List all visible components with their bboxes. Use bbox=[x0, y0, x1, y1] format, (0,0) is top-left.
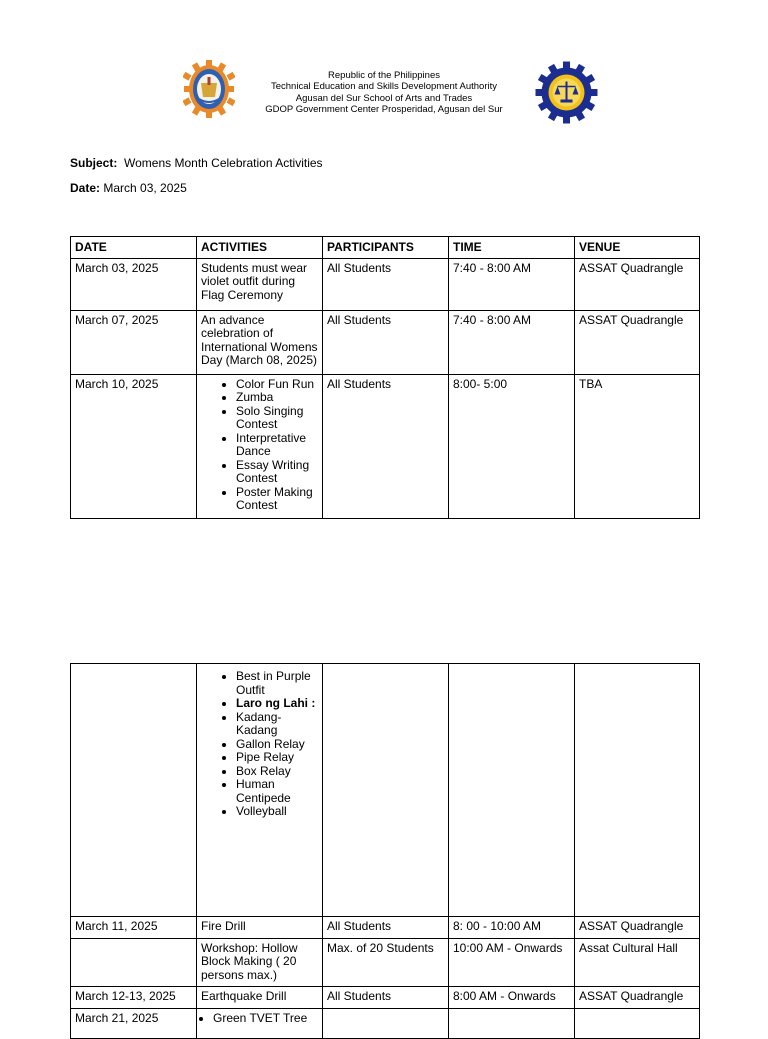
cell-venue: ASSAT Quadrangle bbox=[575, 987, 700, 1009]
letterhead-line-country: Republic of the Philippines bbox=[328, 70, 440, 81]
date-label: Date: bbox=[70, 181, 101, 195]
list-item: • Laro ng Lahi : bbox=[236, 697, 318, 711]
cell-date: March 07, 2025 bbox=[71, 310, 197, 374]
date-line bbox=[70, 181, 187, 195]
list-item: • Human Centipede bbox=[236, 778, 318, 805]
list-item: • Green TVET Tree bbox=[213, 1012, 318, 1026]
schedule-table-page1 bbox=[70, 236, 700, 519]
list-item: • Solo Singing Contest bbox=[236, 405, 318, 432]
cell-participants bbox=[323, 664, 449, 917]
cell-activity: Earthquake Drill bbox=[197, 987, 323, 1009]
cell-venue: ASSAT Quadrangle bbox=[575, 917, 700, 939]
header-activities: ACTIVITIES bbox=[197, 237, 323, 259]
cell-activity bbox=[197, 1008, 323, 1038]
table-row bbox=[71, 258, 700, 310]
header-participants: PARTICIPANTS bbox=[323, 237, 449, 259]
cell-date bbox=[71, 664, 197, 917]
cell-time bbox=[449, 664, 575, 917]
cell-time: 8: 00 - 10:00 AM bbox=[449, 917, 575, 939]
cell-time: 8:00 AM - Onwards bbox=[449, 987, 575, 1009]
subject-value: Womens Month Celebration Activities bbox=[124, 156, 323, 170]
cell-participants: All Students bbox=[323, 917, 449, 939]
header-venue: VENUE bbox=[575, 237, 700, 259]
table-header-row bbox=[71, 237, 700, 259]
document-letterhead bbox=[244, 70, 524, 115]
letterhead-line-school: Agusan del Sur School of Arts and Trades bbox=[295, 92, 473, 104]
table-row bbox=[71, 1008, 700, 1038]
cell-activity: Fire Drill bbox=[197, 917, 323, 939]
table-row bbox=[71, 938, 700, 987]
cell-venue: ASSAT Quadrangle bbox=[575, 310, 700, 374]
cell-activity: An advance celebration of International Womens Day (March 08, 2025) bbox=[197, 310, 323, 374]
list-item: • Interpretative Dance bbox=[236, 432, 318, 459]
cell-date: March 11, 2025 bbox=[71, 917, 197, 939]
list-item: • Gallon Relay bbox=[236, 738, 318, 752]
cell-venue bbox=[575, 664, 700, 917]
activity-bullet-list bbox=[201, 378, 318, 513]
cell-date: March 12-13, 2025 bbox=[71, 987, 197, 1009]
school-gear-seal-icon bbox=[183, 59, 235, 119]
list-item: • Essay Writing Contest bbox=[236, 459, 318, 486]
date-value: March 03, 2025 bbox=[103, 181, 187, 195]
cell-activity: Workshop: Hollow Block Making ( 20 persons max.) bbox=[197, 938, 323, 987]
cell-participants: All Students bbox=[323, 310, 449, 374]
cell-date: March 21, 2025 bbox=[71, 1008, 197, 1038]
header-date: DATE bbox=[71, 237, 197, 259]
cell-date: March 03, 2025 bbox=[71, 258, 197, 310]
list-item: • Box Relay bbox=[236, 765, 318, 779]
list-item: • Color Fun Run bbox=[236, 378, 318, 392]
cell-venue: TBA bbox=[575, 374, 700, 518]
activity-bullet-list bbox=[201, 1012, 318, 1026]
subject-label: Subject: bbox=[70, 156, 118, 170]
schedule-table-page2 bbox=[70, 663, 700, 1039]
cell-date bbox=[71, 938, 197, 987]
cell-participants: Max. of 20 Students bbox=[323, 938, 449, 987]
cell-participants: All Students bbox=[323, 258, 449, 310]
cell-activity-list bbox=[197, 664, 323, 917]
table-row bbox=[71, 917, 700, 939]
table-row bbox=[71, 987, 700, 1009]
cell-time: 8:00- 5:00 bbox=[449, 374, 575, 518]
cell-participants: All Students bbox=[323, 987, 449, 1009]
cell-venue: Assat Cultural Hall bbox=[575, 938, 700, 987]
list-item: • Best in Purple Outfit bbox=[236, 670, 318, 697]
tesda-gear-seal-icon bbox=[535, 61, 598, 124]
table-row bbox=[71, 664, 700, 917]
cell-date: March 10, 2025 bbox=[71, 374, 197, 518]
table-row bbox=[71, 374, 700, 518]
cell-participants bbox=[323, 1008, 449, 1038]
subject-line bbox=[70, 156, 323, 170]
cell-time: 7:40 - 8:00 AM bbox=[449, 258, 575, 310]
cell-time: 7:40 - 8:00 AM bbox=[449, 310, 575, 374]
list-item: • Poster Making Contest bbox=[236, 486, 318, 513]
header-time: TIME bbox=[449, 237, 575, 259]
cell-venue: ASSAT Quadrangle bbox=[575, 258, 700, 310]
list-item: • Kadang-Kadang bbox=[236, 711, 318, 738]
cell-time: 10:00 AM - Onwards bbox=[449, 938, 575, 987]
cell-venue bbox=[575, 1008, 700, 1038]
letterhead-line-agency: Technical Education and Skills Development Authority bbox=[270, 81, 497, 93]
cell-time bbox=[449, 1008, 575, 1038]
cell-activity: Students must wear violet outfit during Flag Ceremony bbox=[197, 258, 323, 310]
cell-participants: All Students bbox=[323, 374, 449, 518]
list-item: • Pipe Relay bbox=[236, 751, 318, 765]
activity-bullet-list bbox=[201, 670, 318, 819]
list-item: • Zumba bbox=[236, 391, 318, 405]
cell-activity-list bbox=[197, 374, 323, 518]
letterhead-line-address: GDOP Government Center Prosperidad, Agusan del Sur bbox=[265, 103, 503, 115]
list-item: • Volleyball bbox=[236, 805, 318, 819]
table-row bbox=[71, 310, 700, 374]
